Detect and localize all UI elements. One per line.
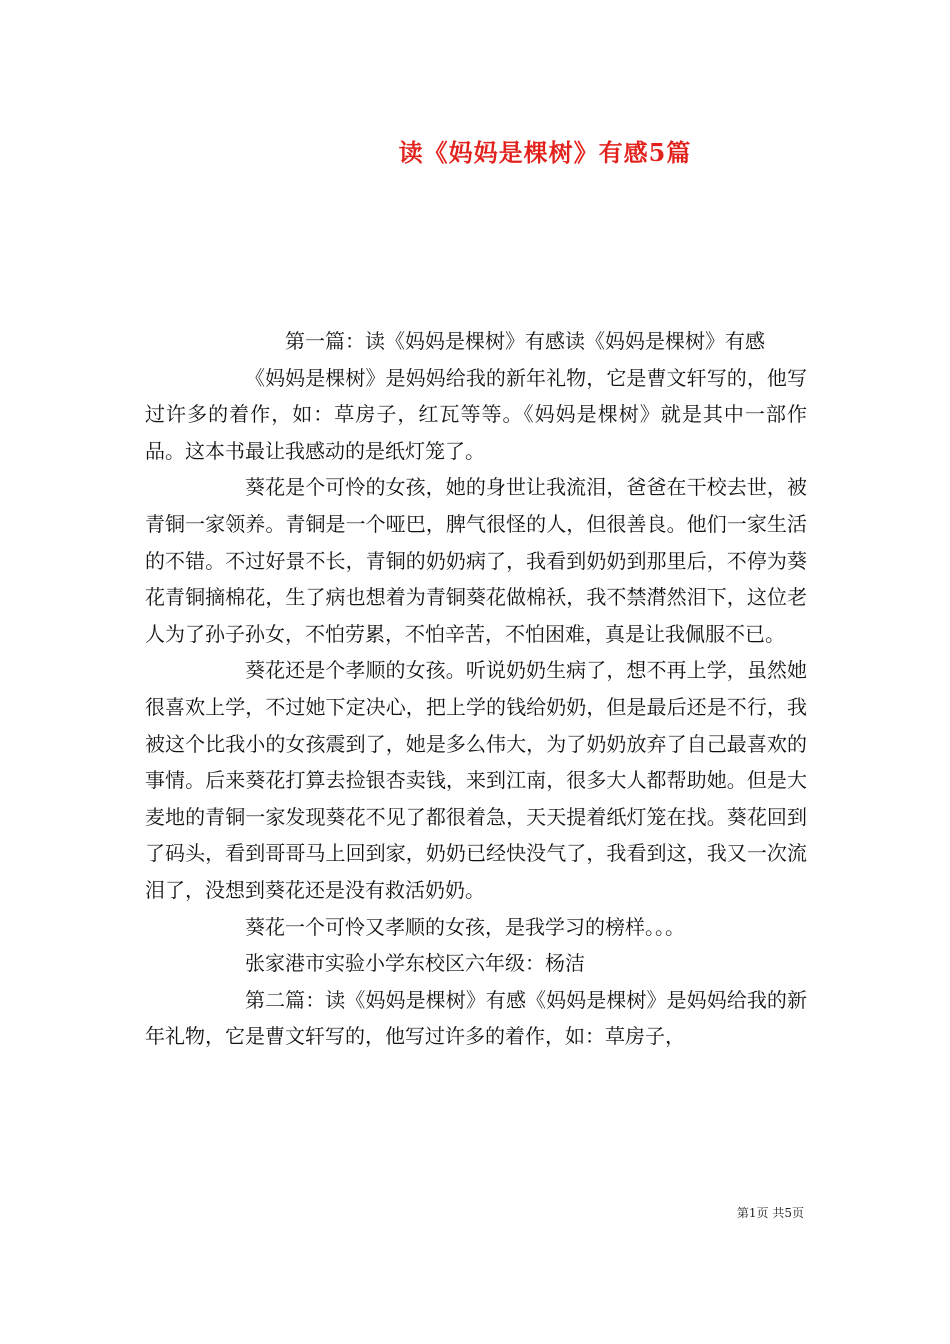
page-number-footer: 第1页 共5页	[736, 1206, 804, 1220]
document-body	[145, 323, 807, 1055]
paragraph-2: 《妈妈是棵树》是妈妈给我的新年礼物，它是曹文轩写的，他写过许多的着作，如：草房子，红瓦等等。《妈妈是棵树》就是其中一部作品。这本书最让我感动的是纸灯笼了。	[145, 365, 807, 463]
paragraph-4: 葵花还是个孝顺的女孩。听说奶奶生病了，想不再上学，虽然她很喜欢上学，不过她下定决心，把上学的钱给奶奶，但是最后还是不行，我被这个比我小的女孩震到了，她是多么伟大，为了奶奶放弃了自己最喜欢的事情。后来葵花打算去捡银杏卖钱，来到江南，很多大人都帮助她。但是大麦地的青铜一家发现葵花不见了都很着急，天天提着纸灯笼在找。葵花回到了码头，看到哥哥马上回到家，奶奶已经快没气了，我看到这，我又一次流泪了，没想到葵花还是没有救活奶奶。	[145, 658, 807, 902]
paragraph-6: 张家港市实验小学东校区六年级：杨洁	[245, 951, 585, 976]
paragraph-3: 葵花是个可怜的女孩，她的身世让我流泪，爸爸在干校去世，被青铜一家领养。青铜是一个哑巴，脾气很怪的人，但很善良。他们一家生活的不错。不过好景不长，青铜的奶奶病了，我看到奶奶到那里后，不停为葵花青铜摘棉花，生了病也想着为青铜葵花做棉袄，我不禁潸然泪下，这位老人为了孙子孙女，不怕劳累，不怕辛苦，不怕困难，真是让我佩服不已。	[145, 475, 807, 646]
paragraph-7: 第二篇：读《妈妈是棵树》有感《妈妈是棵树》是妈妈给我的新年礼物，它是曹文轩写的，他写过许多的着作，如：草房子，	[145, 987, 807, 1049]
document-title: 读《妈妈是棵树》有感5篇	[398, 138, 692, 167]
paragraph-1: 第一篇：读《妈妈是棵树》有感读《妈妈是棵树》有感	[285, 329, 765, 353]
paragraph-5: 葵花一个可怜又孝顺的女孩，是我学习的榜样。。。	[245, 914, 685, 939]
